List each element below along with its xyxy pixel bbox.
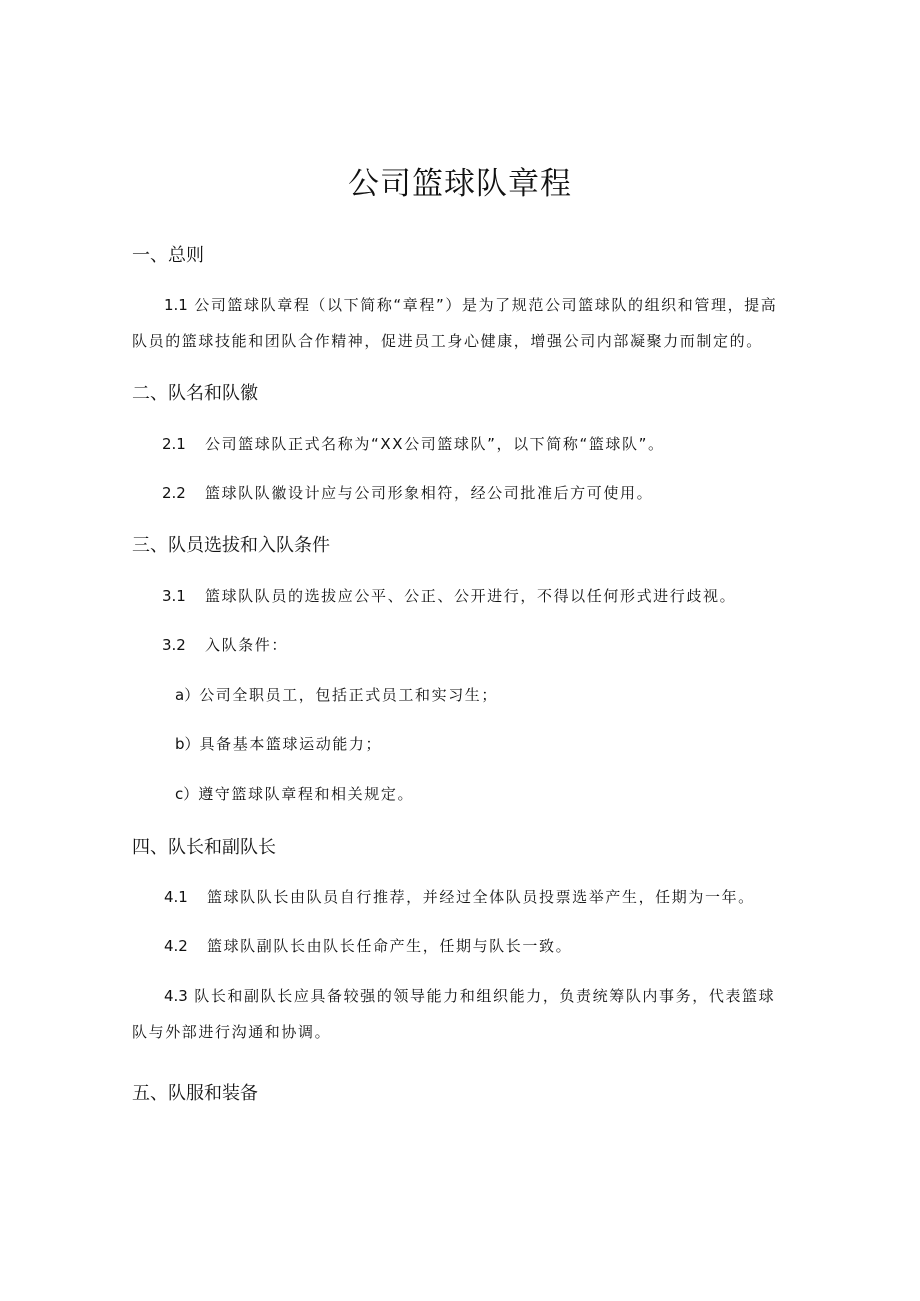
section-heading-3: 三、队员选拔和入队条件 [132,535,330,556]
section-heading-2: 二、队名和队徽 [132,383,258,404]
paragraph-text: 公司篮球队章程（以下简称“章程”）是为了规范公司篮球队的组织和管理，提高 [194,296,778,314]
document-title: 公司篮球队章程 [348,166,572,202]
paragraph-number: 4.2 [164,937,188,955]
paragraph-number: 3.1 [162,587,186,605]
list-item-c [175,776,838,812]
list-marker: a） [175,686,200,704]
paragraph-text: 入队条件： [204,636,288,654]
paragraph-text: 公司篮球队正式名称为“XX公司篮球队”，以下简称“篮球队”。 [204,435,665,453]
paragraph-4-2 [164,928,827,964]
paragraph-number: 2.1 [162,435,186,453]
paragraph-4-1 [164,879,827,915]
section-heading-1: 一、总则 [132,245,204,266]
paragraph-3-2 [162,627,825,663]
paragraph-4-3-line-2: 队与外部进行沟通和协调。 [132,1023,332,1041]
paragraph-number: 1.1 [164,296,188,314]
section-heading-4: 四、队长和副队长 [132,837,276,858]
paragraph-text: 篮球队队员的选拔应公平、公正、公开进行，不得以任何形式进行歧视。 [204,587,737,605]
paragraph-text: 篮球队副队长由队长任命产生，任期与队长一致。 [206,937,573,955]
list-item-a [175,677,838,713]
paragraph-number: 3.2 [162,636,186,654]
paragraph-2-1 [162,426,825,462]
paragraph-1-1-line-2: 队员的篮球技能和团队合作精神，促进员工身心健康，增强公司内部凝聚力而制定的。 [132,332,763,350]
paragraph-text: 篮球队队长由队员自行推荐，并经过全体队员投票选举产生，任期为一年。 [206,888,755,906]
list-item-b [175,726,838,762]
list-item-text: 遵守篮球队章程和相关规定。 [198,785,415,803]
paragraph-4-3-line-1 [164,978,827,1014]
paragraph-number: 2.2 [162,484,186,502]
section-heading-5: 五、队服和装备 [132,1083,258,1104]
paragraph-3-1 [162,578,825,614]
paragraph-number: 4.3 [164,987,188,1005]
paragraph-text: 篮球队队徽设计应与公司形象相符，经公司批准后方可使用。 [204,484,654,502]
list-item-text: 公司全职员工，包括正式员工和实习生； [199,686,499,704]
list-marker: c） [175,785,199,803]
paragraph-number: 4.1 [164,888,188,906]
paragraph-2-2 [162,475,825,511]
list-marker: b） [175,735,200,753]
list-item-text: 具备基本篮球运动能力； [199,735,383,753]
paragraph-1-1-line-1 [164,287,827,323]
paragraph-text: 队长和副队长应具备较强的领导能力和组织能力，负责统筹队内事务，代表篮球 [194,987,776,1005]
